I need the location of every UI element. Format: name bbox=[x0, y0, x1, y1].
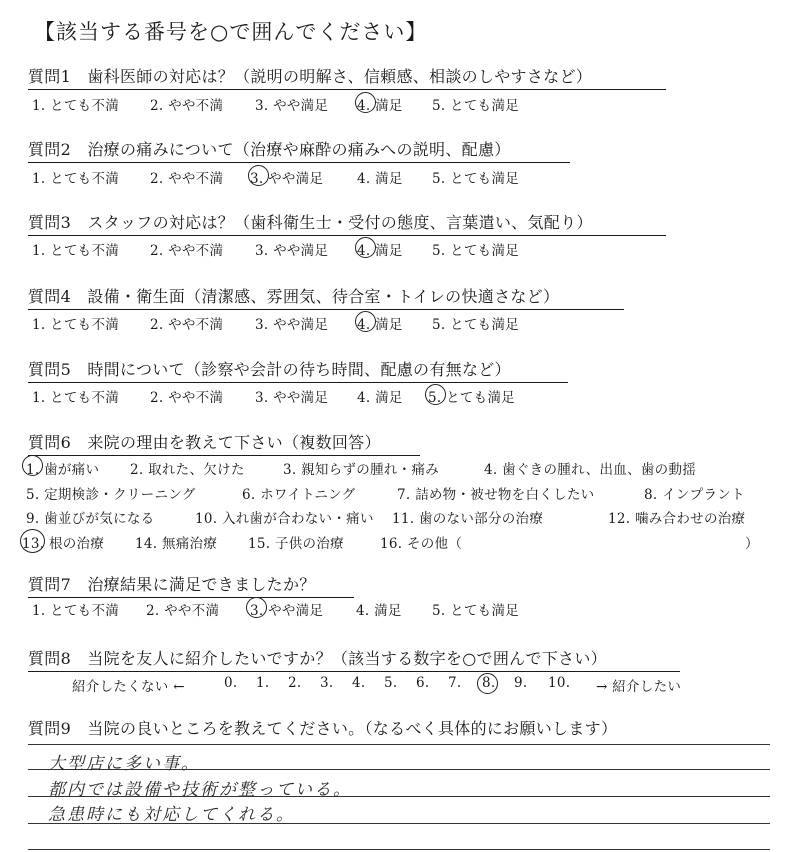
q6-option-1[interactable]: 1. 歯が痛い bbox=[26, 462, 100, 478]
q5-option-2[interactable]: 2. やや不満 bbox=[150, 390, 224, 406]
q5-selection-circle bbox=[425, 384, 446, 405]
q2-option-3[interactable]: 3. やや満足 bbox=[250, 171, 324, 187]
q3-title bbox=[28, 210, 593, 233]
q8-selection-circle bbox=[477, 673, 498, 694]
q2-title-text: 質問2 治療の痛みについて（治療や麻酔の痛みへの説明、配慮） bbox=[28, 140, 511, 159]
q1-option-4[interactable]: 4. 満足 bbox=[357, 98, 403, 114]
q6-option-11[interactable]: 11. 歯のない部分の治療 bbox=[392, 511, 544, 527]
q4-option-2[interactable]: 2. やや不満 bbox=[150, 317, 224, 333]
q6-title-text: 質問6 来院の理由を教えて下さい（複数回答） bbox=[28, 433, 381, 452]
q8-scale-8[interactable]: 8. bbox=[482, 675, 496, 691]
q8-title-text: 質問8 当院を友人に紹介したいですか？（該当する数字を○で囲んで下さい） bbox=[28, 649, 607, 668]
q8-scale-4[interactable]: 4. bbox=[352, 675, 366, 691]
q6-selection-circle-13 bbox=[20, 529, 45, 553]
q6-option-16[interactable]: 16. その他（ bbox=[380, 536, 463, 552]
q2-option-5[interactable]: 5. とても満足 bbox=[432, 171, 520, 187]
q1-option-1[interactable]: 1. とても不満 bbox=[32, 98, 120, 114]
q9-answer-line-5 bbox=[28, 849, 770, 850]
q4-title-text: 質問4 設備・衛生面（清潔感、雰囲気、待合室・トイレの快適さなど） bbox=[28, 287, 560, 306]
q8-title bbox=[28, 646, 607, 669]
q8-scale-6[interactable]: 6. bbox=[416, 675, 430, 691]
q9-answer-line-1 bbox=[28, 744, 770, 745]
q3-underline bbox=[28, 235, 666, 237]
q4-selection-circle bbox=[355, 311, 376, 332]
q6-option-9[interactable]: 9. 歯並びが気になる bbox=[26, 511, 155, 527]
q8-scale-7[interactable]: 7. bbox=[448, 675, 462, 691]
q7-option-4[interactable]: 4. 満足 bbox=[356, 603, 402, 619]
q1-title-text: 質問1 歯科医師の対応は？（説明の明解さ、信頼感、相談のしやすさなど） bbox=[28, 67, 593, 86]
q8-scale-5[interactable]: 5. bbox=[384, 675, 398, 691]
q6-underline bbox=[28, 455, 420, 457]
q7-selection-circle bbox=[246, 597, 267, 618]
q3-option-3[interactable]: 3. やや満足 bbox=[255, 243, 329, 259]
q8-scale-10[interactable]: 10. bbox=[548, 675, 571, 691]
q1-title bbox=[28, 64, 592, 87]
q5-underline bbox=[28, 382, 568, 384]
q8-scale-2[interactable]: 2. bbox=[288, 675, 302, 691]
q5-title-text: 質問5 時間について（診察や会計の待ち時間、配慮の有無など） bbox=[28, 360, 511, 379]
q5-title bbox=[28, 357, 511, 380]
q9-handwritten-answer-2: 都内では設備や技術が整っている。 bbox=[48, 780, 352, 800]
q4-option-5[interactable]: 5. とても満足 bbox=[432, 317, 520, 333]
q3-option-5[interactable]: 5. とても満足 bbox=[432, 243, 520, 259]
q5-option-1[interactable]: 1. とても不満 bbox=[32, 390, 120, 406]
q6-option-10[interactable]: 10. 入れ歯が合わない・痛い bbox=[195, 511, 374, 527]
q6-option-12[interactable]: 12. 噛み合わせの治療 bbox=[608, 511, 746, 527]
q6-other-close: ） bbox=[745, 536, 759, 552]
q6-option-8[interactable]: 8. インプラント bbox=[644, 487, 745, 503]
q6-option-7[interactable]: 7. 詰め物・被せ物を白くしたい bbox=[397, 487, 595, 503]
q5-option-3[interactable]: 3. やや満足 bbox=[255, 390, 329, 406]
q1-option-2[interactable]: 2. やや不満 bbox=[150, 98, 224, 114]
q7-underline bbox=[28, 597, 354, 599]
q2-title bbox=[28, 137, 511, 160]
q4-title bbox=[28, 284, 559, 307]
q7-option-3[interactable]: 3. やや満足 bbox=[250, 603, 324, 619]
q1-option-5[interactable]: 5. とても満足 bbox=[432, 98, 520, 114]
q1-option-3[interactable]: 3. やや満足 bbox=[255, 98, 329, 114]
q9-title-text: 質問9 当院の良いところを教えてください。（なるべく具体的にお願いします） bbox=[28, 719, 618, 738]
q3-title-text: 質問3 スタッフの対応は？（歯科衛生士・受付の態度、言葉遣い、気配り） bbox=[28, 213, 593, 232]
q5-option-4[interactable]: 4. 満足 bbox=[357, 390, 403, 406]
q9-handwritten-answer-3: 急患時にも対応してくれる。 bbox=[48, 805, 295, 825]
q8-scale-9[interactable]: 9. bbox=[514, 675, 528, 691]
q8-scale-1[interactable]: 1. bbox=[256, 675, 270, 691]
q7-title-text: 質問7 治療結果に満足できましたか？ bbox=[28, 575, 316, 594]
q5-option-5[interactable]: 5. とても満足 bbox=[428, 390, 516, 406]
q8-underline bbox=[28, 671, 680, 673]
q4-underline bbox=[28, 309, 624, 311]
q4-option-3[interactable]: 3. やや満足 bbox=[255, 317, 329, 333]
q3-option-1[interactable]: 1. とても不満 bbox=[32, 243, 120, 259]
q6-option-14[interactable]: 14. 無痛治療 bbox=[135, 536, 218, 552]
q9-handwritten-answer-1: 大型店に多い事。 bbox=[48, 754, 200, 774]
q7-title bbox=[28, 572, 316, 595]
q7-option-1[interactable]: 1. とても不満 bbox=[32, 603, 120, 619]
q6-option-15[interactable]: 15. 子供の治療 bbox=[248, 536, 344, 552]
q6-option-13[interactable]: 13. 根の治療 bbox=[22, 536, 105, 552]
q6-option-3[interactable]: 3. 親知らずの腫れ・痛み bbox=[283, 462, 440, 478]
q9-title bbox=[28, 716, 617, 739]
q6-selection-circle-1 bbox=[22, 455, 43, 476]
q2-option-4[interactable]: 4. 満足 bbox=[357, 171, 403, 187]
q3-selection-circle bbox=[355, 237, 376, 258]
q3-option-4[interactable]: 4. 満足 bbox=[357, 243, 403, 259]
q2-option-2[interactable]: 2. やや不満 bbox=[150, 171, 224, 187]
q1-underline bbox=[28, 89, 666, 91]
q6-option-5[interactable]: 5. 定期検診・クリーニング bbox=[26, 487, 196, 503]
q6-option-2[interactable]: 2. 取れた、欠けた bbox=[130, 462, 245, 478]
q4-option-4[interactable]: 4. 満足 bbox=[357, 317, 403, 333]
q1-selection-circle bbox=[355, 92, 376, 113]
q6-option-6[interactable]: 6. ホワイトニング bbox=[242, 487, 356, 503]
q6-title bbox=[28, 430, 381, 453]
q3-option-2[interactable]: 2. やや不満 bbox=[150, 243, 224, 259]
survey-header: 【該当する番号を○で囲んでください】 bbox=[34, 20, 428, 44]
q8-right-label: → 紹介したい bbox=[596, 679, 682, 695]
q2-option-1[interactable]: 1. とても不満 bbox=[32, 171, 120, 187]
q7-option-5[interactable]: 5. とても満足 bbox=[432, 603, 520, 619]
q2-underline bbox=[28, 162, 570, 164]
q2-selection-circle bbox=[248, 165, 269, 186]
q6-option-4[interactable]: 4. 歯ぐきの腫れ、出血、歯の動揺 bbox=[484, 462, 697, 478]
q8-scale-0[interactable]: 0. bbox=[224, 675, 238, 691]
q8-left-label: 紹介したくない ← bbox=[72, 679, 185, 695]
q7-option-2[interactable]: 2. やや不満 bbox=[146, 603, 220, 619]
q4-option-1[interactable]: 1. とても不満 bbox=[32, 317, 120, 333]
q8-scale-3[interactable]: 3. bbox=[320, 675, 334, 691]
